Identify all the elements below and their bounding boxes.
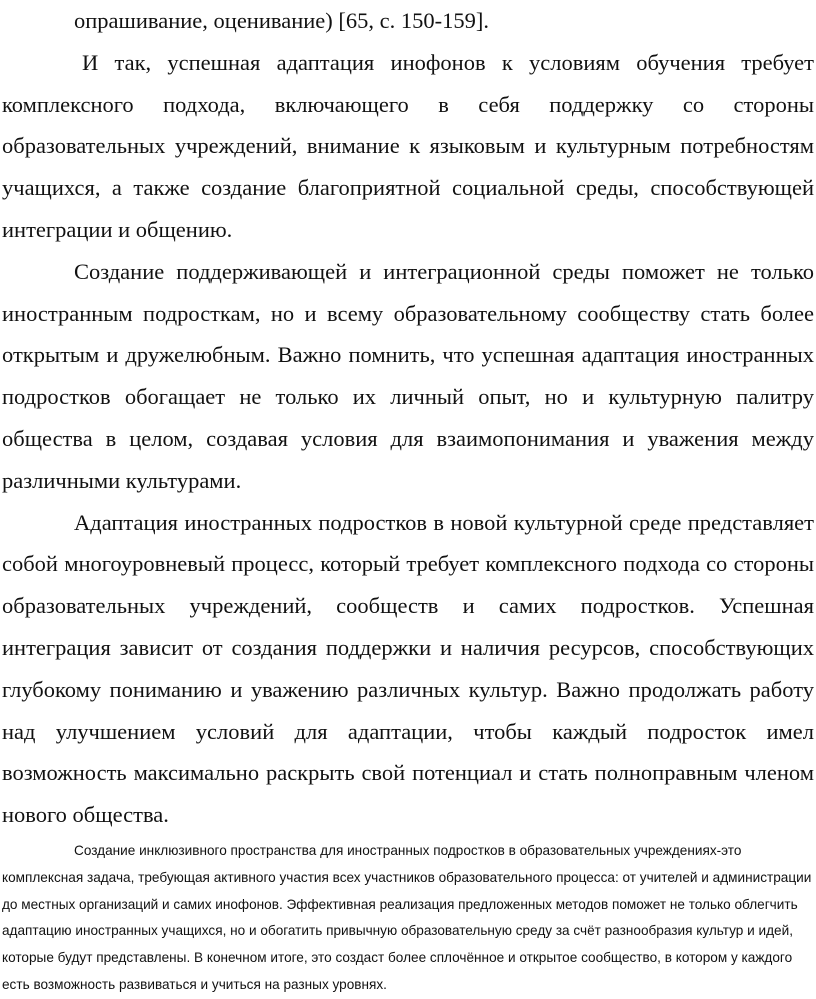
paragraph-2: Создание поддерживающей и интеграционной среды поможет не только иностранным подросткам, но и всему образовательному сообществу стать более открытым и дружелюбным. Важно помнить, что успешная адаптация иностранных подростков обогащает не только их личный опыт, но и культурную палитру общества в целом, создавая условия для взаимопонимания и уважения между различными культурами. <box>2 258 814 493</box>
main-body-text <box>2 0 814 836</box>
continuation-line: опрашивание, оценивание) [65, с. 150-159]. <box>74 8 489 33</box>
footer-paragraph: Создание инклюзивного пространства для иностранных подростков в образовательных учреждениях-это комплексная задача, требующая активного участия всех участников образовательного процесса: от учителей и администрации до местных организаций и самих инофонов. Эффективная реализация предложенных методов поможет не только облегчить адаптацию иностранных учащихся, но и обогатить привычную образовательную среду за счёт разнообразия культур и идей, которые будут представлены. В конечном итоге, это создаст более сплочённое и открытое сообщество, в котором у каждого есть возможность развиваться и учиться на разных уровнях. <box>2 843 812 992</box>
paragraph-1: И так, успешная адаптация инофонов к условиям обучения требует комплексного подхода, включающего в себя поддержку со стороны образовательных учреждений, внимание к языковым и культурным потребностям учащихся, а также создание благоприятной социальной среды, способствующей интеграции и общению. <box>2 49 814 242</box>
paragraph-3: Адаптация иностранных подростков в новой культурной среде представляет собой многоуровневый процесс, который требует комплексного подхода со стороны образовательных учреждений, сообществ и самих подростков. Успешная интеграция зависит от создания поддержки и наличия ресурсов, способствующих глубокому пониманию и уважению различных культур. Важно продолжать работу над улучшением условий для адаптации, чтобы каждый подросток имел возможность максимально раскрыть свой потенциал и стать полноправным членом нового общества. <box>2 509 814 828</box>
footer-text-block <box>2 838 814 999</box>
